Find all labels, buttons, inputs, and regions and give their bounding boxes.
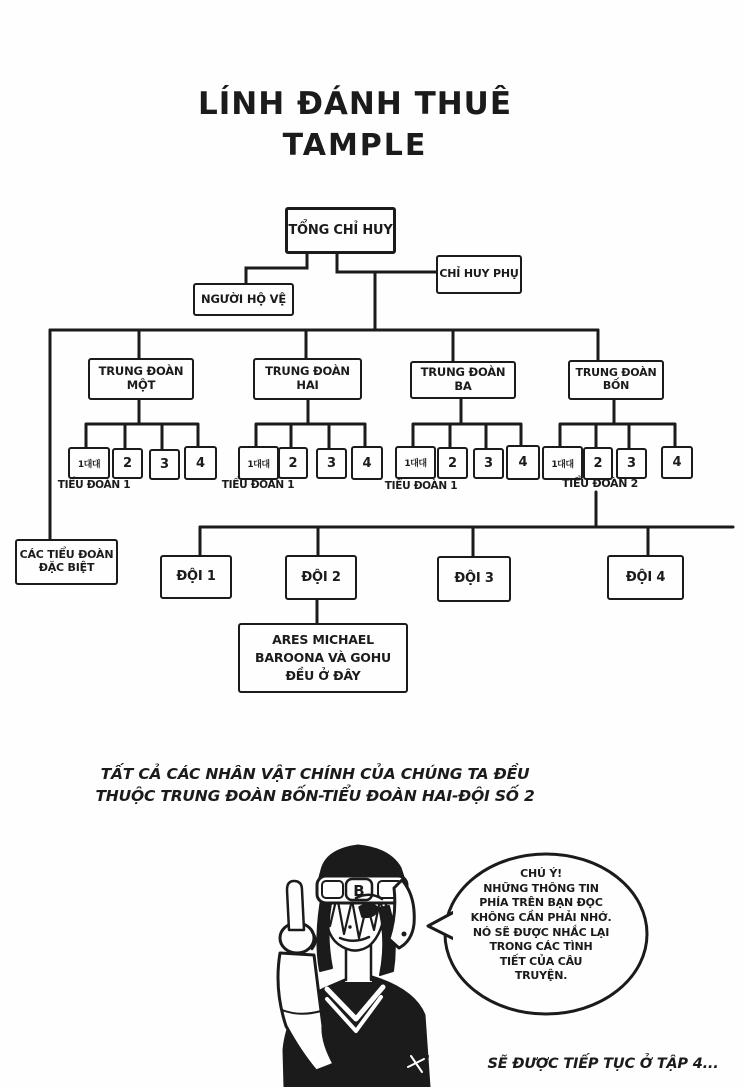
battalion-box	[149, 449, 180, 480]
battalion-box-label: 4	[672, 455, 682, 470]
speech-line: TIẾT CỦA CÂU	[499, 954, 583, 968]
node-label: TRUNG ĐOÀN BA	[420, 365, 506, 393]
node-squad-1	[160, 555, 232, 599]
node-label-line: ĐẶC BIỆT	[38, 561, 95, 574]
node-regiment-4	[568, 360, 664, 400]
battalion-box-label: 2	[593, 456, 603, 471]
speech-bubble-text	[452, 867, 630, 984]
battalion-box	[278, 447, 308, 479]
node-label: ĐỘI 2	[301, 569, 341, 585]
node-label: NGƯỜI HỘ VỆ	[201, 291, 286, 306]
speech-line: NÓ SẼ ĐƯỢC NHẮC LẠI	[472, 925, 610, 939]
node-label: ĐỘI 4	[625, 569, 666, 585]
speech-line: TRUYỆN.	[514, 969, 568, 983]
node-bodyguard	[193, 283, 294, 316]
speech-line: TRONG CÁC TÌNH	[489, 940, 593, 954]
title-line-1: LÍNH ĐÁNH THUÊ	[197, 86, 513, 122]
node-squad-3	[437, 556, 511, 602]
manga-character	[228, 838, 452, 1087]
battalion-box-label: 2	[122, 456, 133, 471]
battalion-box-label: 3	[326, 456, 337, 471]
battalion-box-label: 3	[483, 456, 494, 471]
battalion-box-label: 3	[159, 457, 170, 472]
battalion-box-label: 2	[447, 455, 458, 471]
battalion-caption: TIỂU ĐOÀN 1	[57, 479, 131, 491]
battalion-caption: TIỂU ĐOÀN 1	[221, 479, 295, 491]
node-squad-4	[607, 555, 684, 600]
battalion-caption: TIỂU ĐOÀN 2	[561, 477, 639, 490]
battalion-box-label: 1대대	[404, 459, 427, 469]
node-regiment-1	[88, 358, 194, 400]
battalion-box-label: 4	[518, 455, 528, 470]
speech-line: KHÔNG CẦN PHẢI NHỚ.	[470, 910, 612, 924]
battalion-box-label: 1대대	[247, 459, 270, 470]
node-label: CHỈ HUY PHỤ	[439, 267, 519, 281]
node-commander-in-chief	[285, 207, 396, 254]
speech-line: NHỮNG THÔNG TIN	[483, 881, 599, 895]
battalion-box	[351, 446, 383, 480]
battalion-box-label: 4	[195, 455, 206, 471]
node-regiment-3	[410, 361, 516, 399]
node-regiment-2	[253, 358, 362, 400]
battalion-box	[238, 446, 279, 480]
node-characters-note	[238, 623, 408, 693]
battalion-box	[184, 446, 217, 480]
node-label: TRUNG ĐOÀN MỘT	[98, 364, 184, 392]
node-label: ĐỘI 3	[454, 571, 494, 587]
node-label-line: BAROONA VÀ GOHU	[255, 649, 391, 665]
battalion-box-label: 2	[288, 455, 298, 471]
battalion-box	[473, 448, 504, 479]
battalion-box	[112, 448, 143, 479]
battalion-box	[316, 448, 347, 479]
battalion-box	[616, 448, 647, 479]
node-label: ĐỘI 1	[176, 569, 216, 585]
battalion-box	[437, 447, 468, 479]
caption-line-2: THUỘC TRUNG ĐOÀN BỐN-TIỂU ĐOÀN HAI-ĐỘI SỐ 2	[95, 787, 535, 806]
battalion-box	[68, 447, 110, 479]
node-squad-2	[285, 555, 357, 600]
node-special-battalions	[15, 539, 118, 585]
node-label: TRUNG ĐOÀN BỐN	[575, 366, 657, 392]
title-line-2: TAMPLE	[282, 128, 428, 163]
battalion-box	[506, 445, 540, 480]
battalion-box	[542, 446, 583, 480]
node-label-line: ARES MICHAEL	[272, 631, 374, 647]
battalion-box-label: 1대대	[551, 459, 574, 470]
battalion-box-label: 3	[626, 456, 637, 471]
battalion-box-label: 4	[362, 455, 372, 471]
node-label: TRUNG ĐOÀN HAI	[265, 364, 350, 392]
battalion-box	[395, 446, 436, 479]
node-label: TỔNG CHỈ HUY	[288, 222, 393, 238]
battalion-box	[583, 447, 613, 480]
caption-line-1: TẤT CẢ CÁC NHÂN VẬT CHÍNH CỦA CHÚNG TA ĐỀU	[100, 765, 530, 783]
node-label-line: CÁC TIỂU ĐOÀN	[19, 548, 114, 562]
battalion-caption: TIỂU ĐOÀN 1	[384, 480, 458, 492]
node-label-line: ĐỀU Ở ĐÂY	[285, 668, 361, 684]
speech-line: CHÚ Ý!	[520, 867, 562, 880]
node-deputy-commander	[436, 255, 522, 294]
battalion-box	[661, 446, 693, 479]
speech-line: PHÍA TRÊN BẠN ĐỌC	[479, 896, 603, 910]
battalion-box-label: 1대대	[77, 459, 101, 470]
to-be-continued-text: SẼ ĐƯỢC TIẾP TỤC Ở TẬP 4...	[487, 1056, 719, 1072]
helmet-emblem: B	[353, 882, 365, 900]
